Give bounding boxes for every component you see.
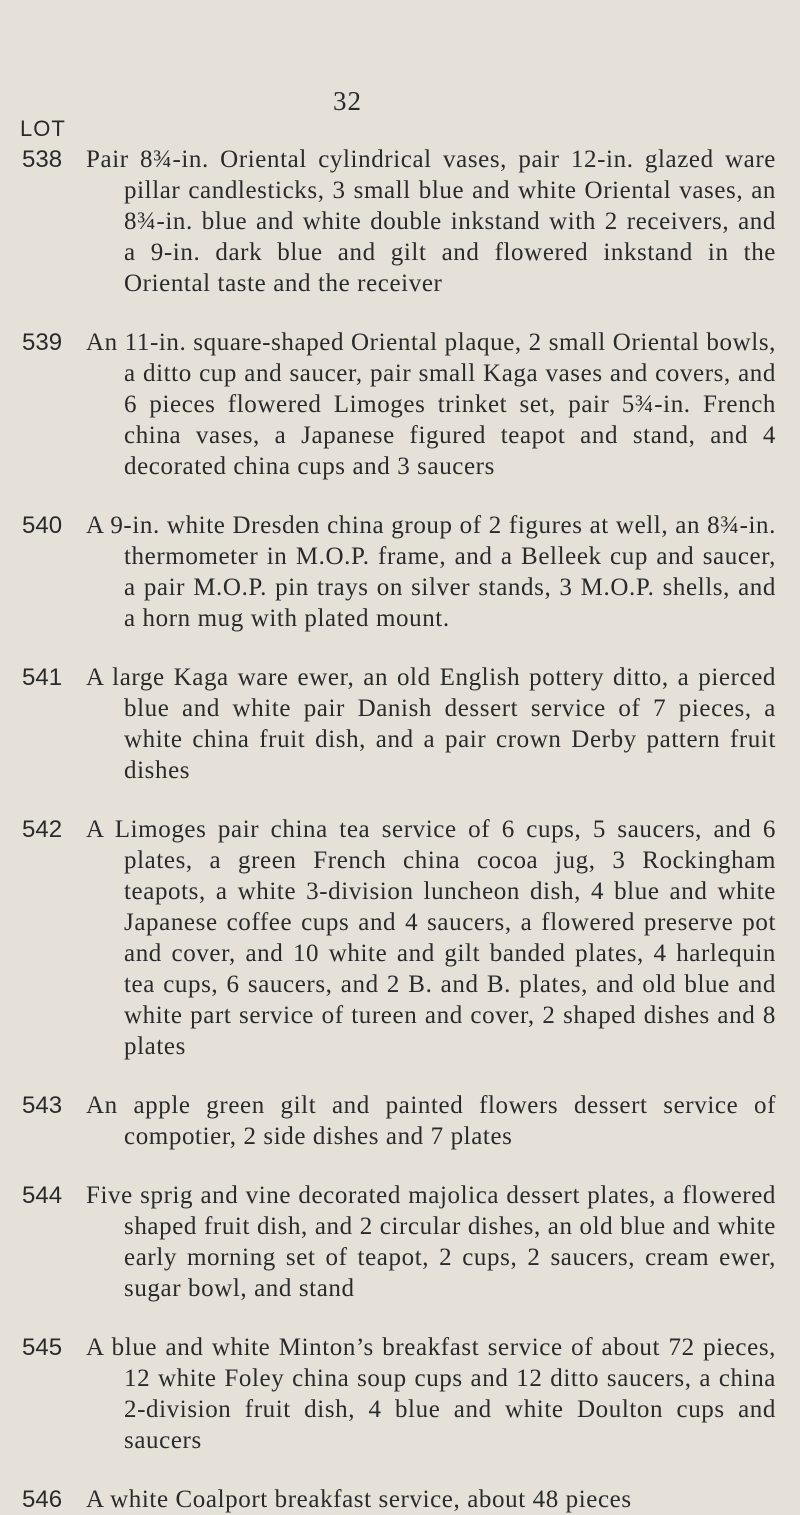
lot-number: 546 — [22, 1486, 63, 1513]
lot-column-header: LOT — [20, 116, 66, 141]
page-number: 32 — [333, 86, 362, 116]
lot-description: An 11-in. square-shaped Oriental plaque, 2 small Oriental bowls, a ditto cup and saucer, pair small Kaga vases and covers, and 6 pieces flowered Limoges trinket set, pair 5¾-in. French china vases, a Japanese figured teapot and stand, and 4 decorated china cups and 3 saucers — [86, 329, 776, 480]
lot-number: 540 — [22, 512, 63, 539]
lot-description: An apple green gilt and painted flowers dessert service of compotier, 2 side dishes and 7 plates — [86, 1092, 776, 1150]
lot-number: 544 — [22, 1182, 63, 1209]
lot-number: 541 — [22, 664, 63, 691]
lot-description: Five sprig and vine decorated majolica dessert plates, a flowered shaped fruit dish, and 2 circular dishes, an old blue and white early morning set of teapot, 2 cups, 2 saucers, cream ewer, sugar bowl, and stand — [86, 1182, 776, 1302]
lot-number: 538 — [22, 146, 63, 173]
lot-description: A white Coalport breakfast service, about 48 pieces — [86, 1486, 632, 1513]
lot-number: 543 — [22, 1092, 63, 1119]
lot-description: A large Kaga ware ewer, an old English pottery ditto, a pierced blue and white pair Danish dessert service of 7 pieces, a white china fruit dish, and a pair crown Derby pattern fruit dishes — [86, 664, 776, 784]
lot-number: 545 — [22, 1334, 63, 1361]
lot-description: Pair 8¾-in. Oriental cylindrical vases, pair 12-in. glazed ware pillar candlesticks, 3 small blue and white Oriental vases, an 8¾-in. blue and white double inkstand with 2 receivers, and a 9-in. dark blue and gilt and flowered inkstand in the Oriental taste and the receiver — [86, 146, 776, 297]
lot-description: A 9-in. white Dresden china group of 2 figures at well, an 8¾-in. thermometer in M.O.P. frame, and a Belleek cup and saucer, a pair M.O.P. pin trays on silver stands, 3 M.O.P. shells, and a horn mug with plated mount. — [86, 512, 776, 632]
lot-number: 539 — [22, 329, 63, 356]
lot-description: A Limoges pair china tea service of 6 cups, 5 saucers, and 6 plates, a green French china cocoa jug, 3 Rockingham teapots, a white 3-division luncheon dish, 4 blue and white Japanese coffee cups and 4 saucers, a flowered preserve pot and cover, and 10 white and gilt banded plates, 4 harlequin tea cups, 6 saucers, and 2 B. and B. plates, and old blue and white part service of tureen and cover, 2 shaped dishes and 8 plates — [86, 816, 776, 1060]
lot-description: A blue and white Minton’s breakfast service of about 72 pieces, 12 white Foley china soup cups and 12 ditto saucers, a china 2-division fruit dish, 4 blue and white Doulton cups and saucers — [86, 1334, 776, 1454]
lot-number: 542 — [22, 816, 63, 843]
